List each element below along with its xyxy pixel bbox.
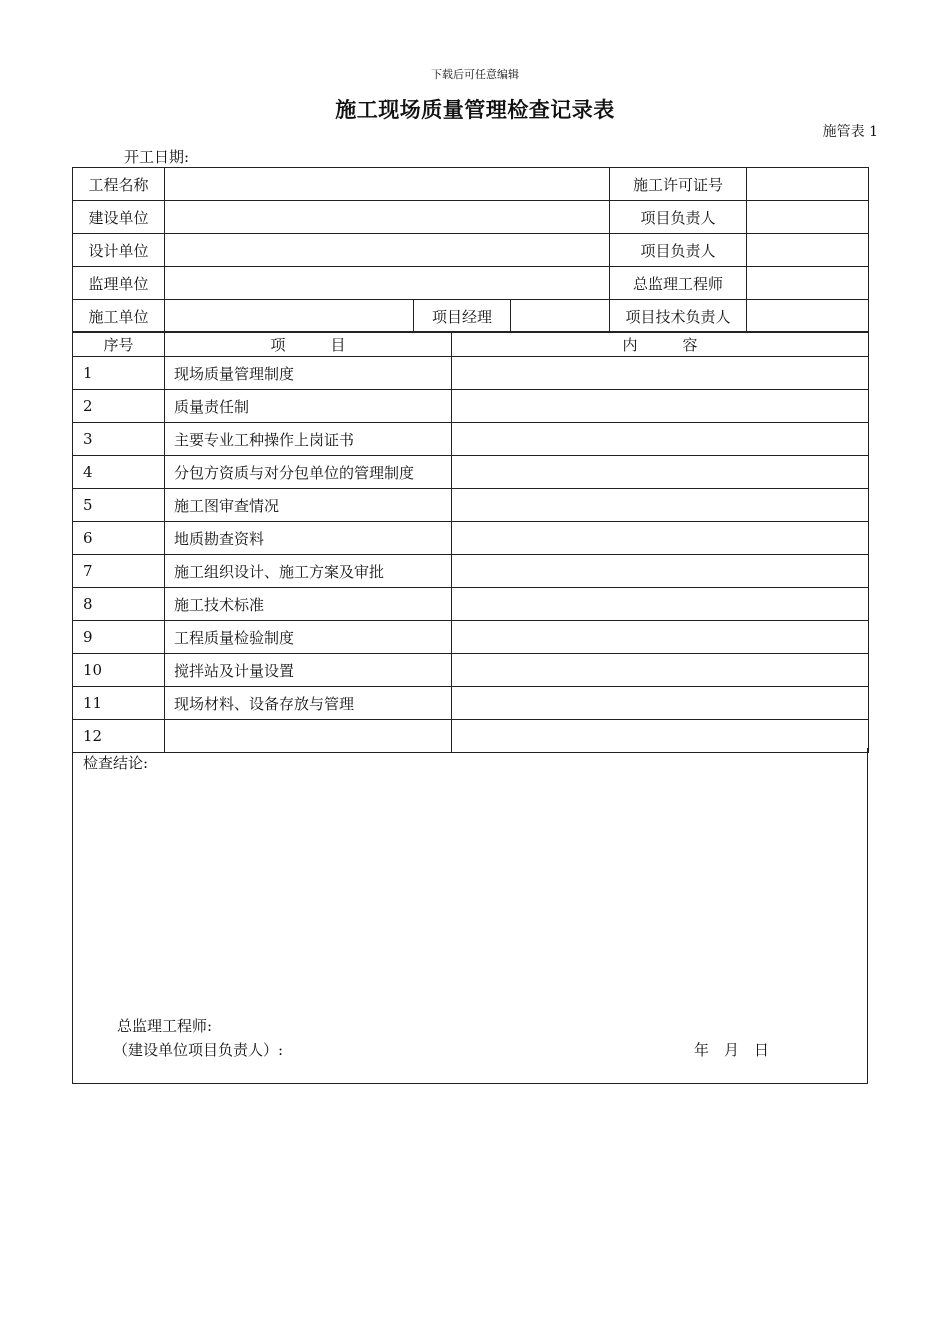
row-content-field[interactable]	[452, 489, 869, 522]
builder-pm-signature-label: （建设单位项目负责人）:	[113, 1041, 284, 1059]
info-row-designer	[73, 234, 869, 267]
row-no: 3	[73, 423, 165, 456]
permit-no-field[interactable]	[747, 168, 869, 201]
page-title: 施工现场质量管理检查记录表	[335, 97, 615, 122]
chief-supervisor-field[interactable]	[747, 267, 869, 300]
info-row-supervisor	[73, 267, 869, 300]
project-info-table	[72, 167, 869, 333]
supervisor-field[interactable]	[165, 267, 610, 300]
header-no: 序号	[73, 332, 165, 357]
row-item: 搅拌站及计量设置	[165, 654, 452, 687]
designer-field[interactable]	[165, 234, 610, 267]
check-items-table	[72, 331, 869, 753]
table-row	[73, 489, 869, 522]
row-item: 质量责任制	[165, 390, 452, 423]
designer-pm-field[interactable]	[747, 234, 869, 267]
project-manager-label: 项目经理	[414, 300, 511, 333]
row-no: 6	[73, 522, 165, 555]
designer-pm-label: 项目负责人	[610, 234, 747, 267]
row-no: 1	[73, 357, 165, 390]
builder-field[interactable]	[165, 201, 610, 234]
conclusion-box[interactable]	[72, 748, 868, 1084]
table-row	[73, 555, 869, 588]
table-row	[73, 423, 869, 456]
table-row	[73, 654, 869, 687]
table-row	[73, 522, 869, 555]
row-item: 现场质量管理制度	[165, 357, 452, 390]
tech-lead-label: 项目技术负责人	[610, 300, 747, 333]
info-row-contractor	[73, 300, 869, 333]
designer-label: 设计单位	[73, 234, 165, 267]
row-content-field[interactable]	[452, 357, 869, 390]
row-content-field[interactable]	[452, 588, 869, 621]
row-item: 工程质量检验制度	[165, 621, 452, 654]
chief-supervisor-signature-label: 总监理工程师:	[117, 1017, 213, 1035]
project-name-field[interactable]	[165, 168, 610, 201]
row-no: 7	[73, 555, 165, 588]
row-item: 地质勘查资料	[165, 522, 452, 555]
contractor-field[interactable]	[165, 300, 414, 333]
tech-lead-field[interactable]	[747, 300, 869, 333]
conclusion-label: 检查结论:	[83, 754, 149, 772]
row-no: 2	[73, 390, 165, 423]
info-row-project	[73, 168, 869, 201]
chief-supervisor-label: 总监理工程师	[610, 267, 747, 300]
info-row-builder	[73, 201, 869, 234]
row-no: 12	[73, 720, 165, 753]
row-item: 施工图审查情况	[165, 489, 452, 522]
header-item: 项 目	[165, 332, 452, 357]
table-row	[73, 588, 869, 621]
table-row	[73, 687, 869, 720]
header-content: 内 容	[452, 332, 869, 357]
table-row	[73, 621, 869, 654]
row-content-field[interactable]	[452, 423, 869, 456]
row-no: 11	[73, 687, 165, 720]
project-manager-field[interactable]	[511, 300, 610, 333]
supervisor-label: 监理单位	[73, 267, 165, 300]
row-item: 主要专业工种操作上岗证书	[165, 423, 452, 456]
row-no: 10	[73, 654, 165, 687]
row-content-field[interactable]	[452, 390, 869, 423]
builder-label: 建设单位	[73, 201, 165, 234]
row-content-field[interactable]	[452, 621, 869, 654]
row-content-field[interactable]	[452, 654, 869, 687]
row-content-field[interactable]	[452, 687, 869, 720]
row-item: 施工组织设计、施工方案及审批	[165, 555, 452, 588]
row-no: 9	[73, 621, 165, 654]
builder-pm-field[interactable]	[747, 201, 869, 234]
table-row	[73, 357, 869, 390]
builder-pm-label: 项目负责人	[610, 201, 747, 234]
table-row	[73, 390, 869, 423]
row-content-field[interactable]	[452, 522, 869, 555]
contractor-label: 施工单位	[73, 300, 165, 333]
row-no: 8	[73, 588, 165, 621]
form-number: 施管表 1	[822, 124, 878, 140]
permit-no-label: 施工许可证号	[610, 168, 747, 201]
row-item: 施工技术标准	[165, 588, 452, 621]
start-date-label: 开工日期:	[124, 148, 190, 166]
project-name-label: 工程名称	[73, 168, 165, 201]
check-table-header	[73, 332, 869, 357]
table-row	[73, 456, 869, 489]
top-note: 下载后可任意编辑	[431, 68, 519, 81]
row-no: 4	[73, 456, 165, 489]
sign-date: 年 月 日	[694, 1041, 770, 1059]
row-no: 5	[73, 489, 165, 522]
row-content-field[interactable]	[452, 555, 869, 588]
row-item: 现场材料、设备存放与管理	[165, 687, 452, 720]
row-content-field[interactable]	[452, 456, 869, 489]
row-item: 分包方资质与对分包单位的管理制度	[165, 456, 452, 489]
